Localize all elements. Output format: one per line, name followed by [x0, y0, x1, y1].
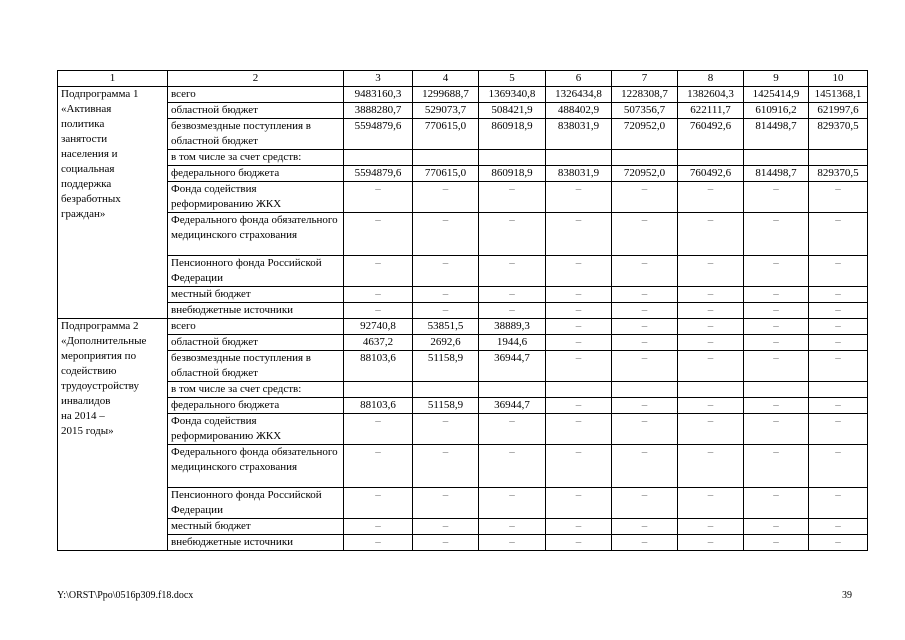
value-cell: 1944,6: [479, 335, 546, 351]
value-cell: –: [413, 256, 479, 287]
value-cell: 621997,6: [809, 103, 868, 119]
table-row: [58, 256, 868, 287]
value-cell: [413, 382, 479, 398]
value-cell: –: [479, 519, 546, 535]
value-cell: –: [344, 287, 413, 303]
value-cell: –: [809, 445, 868, 488]
table-row: [58, 303, 868, 319]
value-cell: –: [678, 445, 744, 488]
value-cell: 622111,7: [678, 103, 744, 119]
value-cell: –: [479, 287, 546, 303]
value-cell: 488402,9: [546, 103, 612, 119]
value-cell: –: [413, 182, 479, 213]
value-cell: –: [479, 535, 546, 551]
value-cell: –: [344, 535, 413, 551]
table-row: [58, 351, 868, 382]
value-cell: [744, 150, 809, 166]
value-cell: 829370,5: [809, 119, 868, 150]
value-cell: 51158,9: [413, 351, 479, 382]
value-cell: –: [612, 335, 678, 351]
value-cell: [678, 150, 744, 166]
value-cell: 507356,7: [612, 103, 678, 119]
value-cell: 720952,0: [612, 166, 678, 182]
table-row: [58, 445, 868, 488]
value-cell: –: [678, 319, 744, 335]
value-cell: –: [546, 256, 612, 287]
value-cell: 838031,9: [546, 166, 612, 182]
value-cell: –: [612, 519, 678, 535]
funding-source-label: областной бюджет: [168, 335, 344, 351]
table-row: [58, 103, 868, 119]
table-row: [58, 414, 868, 445]
value-cell: 860918,9: [479, 119, 546, 150]
value-cell: 1425414,9: [744, 87, 809, 103]
value-cell: –: [744, 488, 809, 519]
value-cell: 88103,6: [344, 398, 413, 414]
funding-source-label: всего: [168, 87, 344, 103]
value-cell: –: [744, 535, 809, 551]
funding-source-label: Пенсионного фонда Российской Федерации: [168, 488, 344, 519]
value-cell: –: [413, 414, 479, 445]
value-cell: –: [546, 303, 612, 319]
value-cell: 2692,6: [413, 335, 479, 351]
program-title: Подпрограмма 1 «Активная политика занятости населения и социальная поддержка безработных граждан»: [58, 87, 168, 319]
value-cell: –: [744, 287, 809, 303]
column-number: 10: [809, 71, 868, 87]
value-cell: –: [479, 303, 546, 319]
value-cell: –: [546, 535, 612, 551]
value-cell: –: [809, 213, 868, 256]
value-cell: [479, 382, 546, 398]
value-cell: –: [612, 351, 678, 382]
funding-source-label: Фонда содействия реформированию ЖКХ: [168, 182, 344, 213]
table-row: [58, 182, 868, 213]
value-cell: –: [546, 182, 612, 213]
value-cell: –: [479, 488, 546, 519]
value-cell: [546, 150, 612, 166]
funding-source-label: внебюджетные источники: [168, 535, 344, 551]
value-cell: 1369340,8: [479, 87, 546, 103]
value-cell: –: [678, 488, 744, 519]
value-cell: –: [809, 335, 868, 351]
value-cell: –: [546, 519, 612, 535]
value-cell: –: [546, 445, 612, 488]
table-row: [58, 382, 868, 398]
value-cell: [546, 382, 612, 398]
value-cell: –: [479, 445, 546, 488]
value-cell: [809, 150, 868, 166]
value-cell: –: [612, 182, 678, 213]
footer-page-number: 39: [842, 590, 852, 601]
value-cell: –: [612, 213, 678, 256]
value-cell: –: [413, 519, 479, 535]
column-number: 7: [612, 71, 678, 87]
value-cell: –: [612, 398, 678, 414]
value-cell: –: [809, 287, 868, 303]
column-number: 4: [413, 71, 479, 87]
funding-source-label: местный бюджет: [168, 519, 344, 535]
value-cell: –: [479, 182, 546, 213]
value-cell: 508421,9: [479, 103, 546, 119]
value-cell: –: [678, 287, 744, 303]
table-row: [58, 488, 868, 519]
value-cell: 814498,7: [744, 119, 809, 150]
value-cell: –: [744, 182, 809, 213]
value-cell: –: [809, 414, 868, 445]
value-cell: –: [809, 351, 868, 382]
value-cell: –: [612, 414, 678, 445]
value-cell: –: [344, 303, 413, 319]
column-number: 2: [168, 71, 344, 87]
value-cell: –: [744, 319, 809, 335]
funding-source-label: в том числе за счет средств:: [168, 382, 344, 398]
value-cell: –: [744, 335, 809, 351]
value-cell: –: [479, 414, 546, 445]
value-cell: –: [413, 303, 479, 319]
funding-source-label: безвозмездные поступления в областной бюджет: [168, 119, 344, 150]
value-cell: 51158,9: [413, 398, 479, 414]
value-cell: –: [344, 256, 413, 287]
value-cell: 838031,9: [546, 119, 612, 150]
value-cell: –: [809, 319, 868, 335]
value-cell: 760492,6: [678, 119, 744, 150]
column-number: 8: [678, 71, 744, 87]
table-row: [58, 519, 868, 535]
value-cell: –: [413, 535, 479, 551]
value-cell: –: [479, 256, 546, 287]
funding-source-label: в том числе за счет средств:: [168, 150, 344, 166]
value-cell: 1451368,1: [809, 87, 868, 103]
table-row: [58, 398, 868, 414]
value-cell: 88103,6: [344, 351, 413, 382]
table-row: [58, 287, 868, 303]
value-cell: –: [744, 445, 809, 488]
value-cell: –: [744, 351, 809, 382]
value-cell: 770615,0: [413, 119, 479, 150]
table-row: [58, 150, 868, 166]
value-cell: –: [678, 303, 744, 319]
value-cell: –: [344, 488, 413, 519]
value-cell: –: [612, 256, 678, 287]
column-number: 9: [744, 71, 809, 87]
value-cell: 3888280,7: [344, 103, 413, 119]
value-cell: –: [678, 535, 744, 551]
header-row: [58, 71, 868, 87]
value-cell: 5594879,6: [344, 166, 413, 182]
value-cell: 92740,8: [344, 319, 413, 335]
footer-file-path: Y:\ORST\Ppo\0516p309.f18.docx: [57, 590, 194, 601]
value-cell: –: [744, 213, 809, 256]
value-cell: –: [546, 398, 612, 414]
table-row: [58, 535, 868, 551]
value-cell: –: [809, 303, 868, 319]
funding-source-label: Пенсионного фонда Российской Федерации: [168, 256, 344, 287]
value-cell: –: [809, 488, 868, 519]
value-cell: [612, 382, 678, 398]
value-cell: [612, 150, 678, 166]
value-cell: 1228308,7: [612, 87, 678, 103]
value-cell: [809, 382, 868, 398]
column-number: 3: [344, 71, 413, 87]
value-cell: 4637,2: [344, 335, 413, 351]
funding-source-label: внебюджетные источники: [168, 303, 344, 319]
funding-source-label: Фонда содействия реформированию ЖКХ: [168, 414, 344, 445]
funding-source-label: федерального бюджета: [168, 166, 344, 182]
value-cell: 760492,6: [678, 166, 744, 182]
value-cell: –: [678, 351, 744, 382]
value-cell: –: [612, 445, 678, 488]
value-cell: 860918,9: [479, 166, 546, 182]
column-number: 1: [58, 71, 168, 87]
funding-source-label: безвозмездные поступления в областной бюджет: [168, 351, 344, 382]
value-cell: –: [678, 414, 744, 445]
value-cell: –: [809, 398, 868, 414]
funding-source-label: Федерального фонда обязательного медицинского страхования: [168, 445, 344, 488]
program-title: Подпрограмма 2 «Дополнительные мероприятия по содействию трудоустройству инвалидов на 2014 – 2015 годы»: [58, 319, 168, 551]
value-cell: 770615,0: [413, 166, 479, 182]
value-cell: –: [413, 287, 479, 303]
value-cell: 1382604,3: [678, 87, 744, 103]
value-cell: –: [744, 398, 809, 414]
value-cell: –: [546, 335, 612, 351]
value-cell: –: [546, 213, 612, 256]
value-cell: –: [344, 519, 413, 535]
value-cell: [344, 150, 413, 166]
value-cell: 720952,0: [612, 119, 678, 150]
column-number: 6: [546, 71, 612, 87]
value-cell: 5594879,6: [344, 119, 413, 150]
value-cell: –: [744, 303, 809, 319]
value-cell: –: [344, 414, 413, 445]
value-cell: –: [809, 256, 868, 287]
value-cell: 610916,2: [744, 103, 809, 119]
value-cell: [413, 150, 479, 166]
value-cell: [344, 382, 413, 398]
value-cell: –: [678, 256, 744, 287]
value-cell: –: [678, 213, 744, 256]
value-cell: –: [546, 414, 612, 445]
value-cell: 1326434,8: [546, 87, 612, 103]
value-cell: –: [546, 351, 612, 382]
table-row: [58, 319, 868, 335]
value-cell: –: [413, 488, 479, 519]
value-cell: –: [744, 414, 809, 445]
table-row: [58, 335, 868, 351]
value-cell: 529073,7: [413, 103, 479, 119]
funding-source-label: областной бюджет: [168, 103, 344, 119]
value-cell: 36944,7: [479, 398, 546, 414]
value-cell: –: [612, 488, 678, 519]
value-cell: 814498,7: [744, 166, 809, 182]
value-cell: 38889,3: [479, 319, 546, 335]
table-row: [58, 213, 868, 256]
value-cell: –: [809, 182, 868, 213]
funding-source-label: всего: [168, 319, 344, 335]
value-cell: –: [479, 213, 546, 256]
value-cell: –: [678, 182, 744, 213]
value-cell: –: [744, 256, 809, 287]
value-cell: 9483160,3: [344, 87, 413, 103]
funding-source-label: Федерального фонда обязательного медицинского страхования: [168, 213, 344, 256]
value-cell: [678, 382, 744, 398]
table-row: [58, 166, 868, 182]
column-number: 5: [479, 71, 546, 87]
funding-source-label: федерального бюджета: [168, 398, 344, 414]
value-cell: 829370,5: [809, 166, 868, 182]
value-cell: –: [546, 488, 612, 519]
value-cell: –: [678, 335, 744, 351]
value-cell: –: [612, 319, 678, 335]
value-cell: –: [413, 213, 479, 256]
value-cell: –: [744, 519, 809, 535]
value-cell: –: [546, 319, 612, 335]
value-cell: [479, 150, 546, 166]
value-cell: –: [612, 303, 678, 319]
funding-table: [57, 70, 868, 551]
value-cell: –: [678, 519, 744, 535]
value-cell: –: [546, 287, 612, 303]
table-row: [58, 119, 868, 150]
value-cell: –: [344, 213, 413, 256]
value-cell: –: [612, 535, 678, 551]
value-cell: 1299688,7: [413, 87, 479, 103]
value-cell: [744, 382, 809, 398]
value-cell: –: [612, 287, 678, 303]
value-cell: –: [344, 445, 413, 488]
value-cell: 36944,7: [479, 351, 546, 382]
value-cell: –: [344, 182, 413, 213]
table-row: [58, 87, 868, 103]
value-cell: –: [413, 445, 479, 488]
value-cell: 53851,5: [413, 319, 479, 335]
funding-source-label: местный бюджет: [168, 287, 344, 303]
value-cell: –: [809, 519, 868, 535]
value-cell: –: [809, 535, 868, 551]
value-cell: –: [678, 398, 744, 414]
